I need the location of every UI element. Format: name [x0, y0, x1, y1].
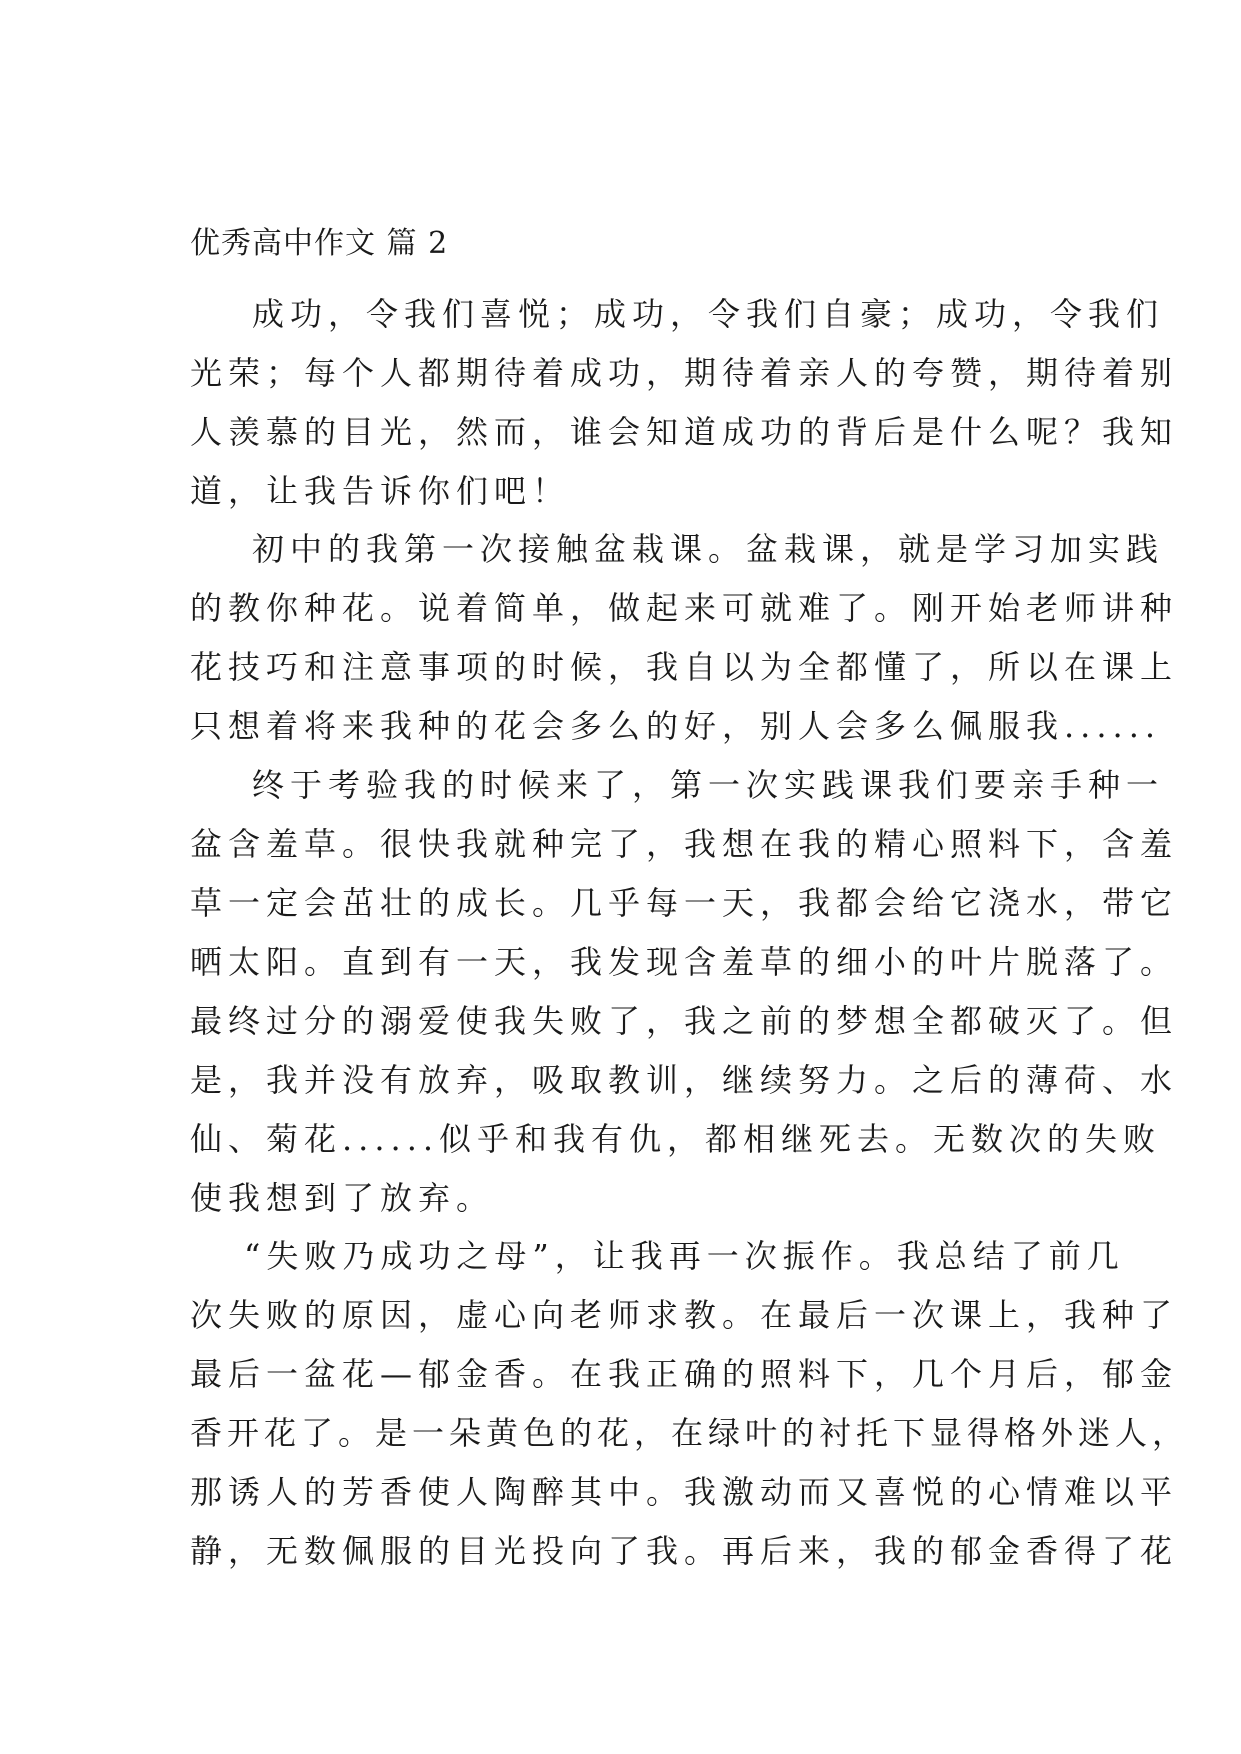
- text-line: 次失败的原因，虚心向老师求教。在最后一次课上，我种了: [190, 1296, 1179, 1334]
- text-line: 只想着将来我种的花会多么的好，别人会多么佩服我......: [190, 707, 1162, 745]
- text-line: 那诱人的芳香使人陶醉其中。我激动而又喜悦的心情难以平: [190, 1473, 1179, 1511]
- text-line: 光荣；每个人都期待着成功，期待着亲人的夸赞，期待着别: [190, 354, 1179, 392]
- text-line: 最后一盆花—郁金香。在我正确的照料下，几个月后，郁金: [190, 1355, 1179, 1393]
- text-line: 人羡慕的目光，然而，谁会知道成功的背后是什么呢？我知: [190, 413, 1179, 451]
- text-line: 道，让我告诉你们吧！: [190, 472, 571, 510]
- text-line: 初中的我第一次接触盆栽课。盆栽课，就是学习加实践: [252, 530, 1165, 568]
- text-line: 使我想到了放弃。: [190, 1179, 495, 1217]
- text-line: 最终过分的溺爱使我失败了，我之前的梦想全都破灭了。但: [190, 1002, 1179, 1040]
- text-line: 终于考验我的时候来了，第一次实践课我们要亲手种一: [252, 766, 1165, 804]
- text-line: 草一定会茁壮的成长。几乎每一天，我都会给它浇水，带它: [190, 884, 1179, 922]
- text-line: 盆含羞草。很快我就种完了，我想在我的精心照料下，含羞: [190, 825, 1179, 863]
- page-title: 优秀高中作文 篇 2: [190, 226, 449, 261]
- text-line: 香开花了。是一朵黄色的花，在绿叶的衬托下显得格外迷人，: [190, 1414, 1190, 1452]
- text-line: 晒太阳。直到有一天，我发现含羞草的细小的叶片脱落了。: [190, 943, 1179, 981]
- text-line: 仙、菊花......似乎和我有仇，都相继死去。无数次的失败: [190, 1120, 1162, 1158]
- text-line: 是，我并没有放弃，吸取教训，继续努力。之后的薄荷、水: [190, 1061, 1179, 1099]
- text-line: “失败乃成功之母”，让我再一次振作。我总结了前几: [244, 1237, 1125, 1275]
- text-line: 花技巧和注意事项的时候，我自以为全都懂了，所以在课上: [190, 648, 1179, 686]
- text-line: 静，无数佩服的目光投向了我。再后来，我的郁金香得了花: [190, 1532, 1179, 1570]
- text-line: 的教你种花。说着简单，做起来可就难了。刚开始老师讲种: [190, 589, 1179, 627]
- text-line: 成功，令我们喜悦；成功，令我们自豪；成功，令我们: [252, 295, 1165, 333]
